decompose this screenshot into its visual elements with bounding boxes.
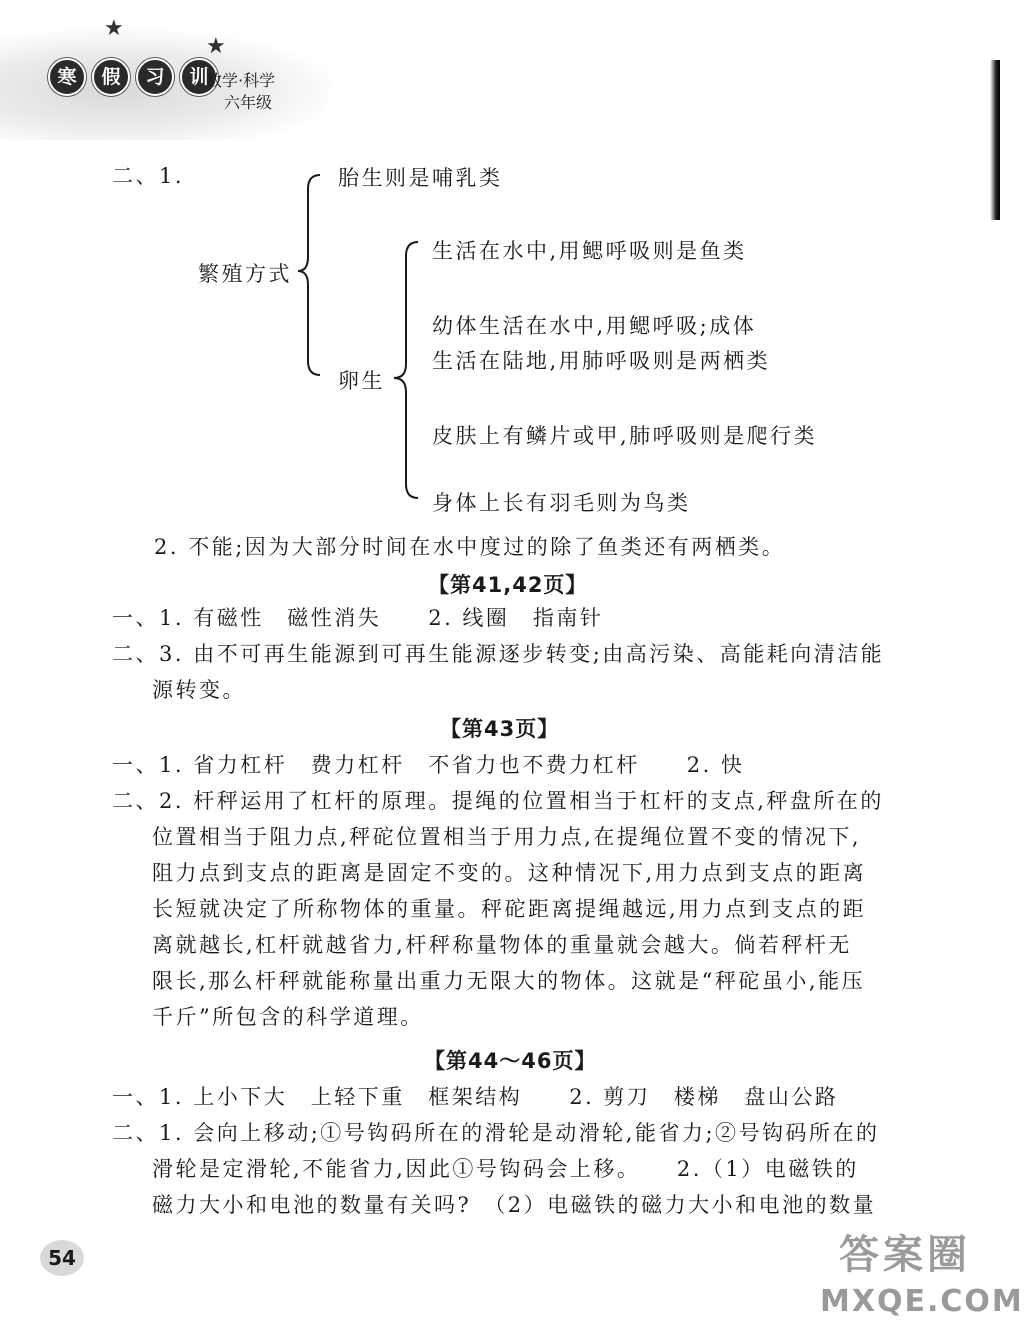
page-edge-bar xyxy=(990,60,1000,220)
section-heading: 【第44～46页】 xyxy=(424,1049,597,1073)
section-label: 二、1. xyxy=(112,164,185,188)
star-icon: ★ xyxy=(206,34,226,59)
answer-line: 二、1. 会向上移动;①号钩码所在的滑轮是动滑轮,能省力;②号钩码所在的 xyxy=(112,1121,880,1145)
book-title-char: 寒 xyxy=(48,58,86,96)
book-title-char: 假 xyxy=(92,58,130,96)
viviparous-label: 胎生则是哺乳类 xyxy=(338,166,503,190)
section-heading: 【第41,42页】 xyxy=(428,573,588,597)
book-title-char: 训 xyxy=(180,58,218,96)
outer-brace xyxy=(296,165,326,385)
tree-root: 繁殖方式 xyxy=(198,262,292,286)
answer-line: 限长,那么杆秤就能称量出重力无限大的物体。这就是“秤砣虽小,能压 xyxy=(152,969,866,993)
oviparous-item: 生活在陆地,用肺呼吸则是两栖类 xyxy=(432,349,771,373)
answer-line: 磁力大小和电池的数量有关吗? （2）电磁铁的磁力大小和电池的数量 xyxy=(152,1193,877,1217)
answer-line: 一、1. 有磁性 磁性消失 2. 线圈 指南针 xyxy=(112,606,604,630)
answer-block xyxy=(112,747,884,1035)
answer-line: 千斤”所包含的科学道理。 xyxy=(152,1005,424,1029)
oviparous-item: 皮肤上有鳞片或甲,肺呼吸则是爬行类 xyxy=(432,424,818,448)
subject-label: 数学·科学 xyxy=(206,71,276,90)
watermark-text: 答案圈 xyxy=(839,1232,971,1278)
answer-line: 二、3. 由不可再生能源到可再生能源逐步转变;由高污染、高能耗向清洁能 xyxy=(112,642,885,666)
answer-line: 滑轮是定滑轮,不能省力,因此①号钩码会上移。 2.（1）电磁铁的 xyxy=(152,1157,859,1181)
answer-line: 二、2. 杆秤运用了杠杆的原理。提绳的位置相当于杠杆的支点,秤盘所在的 xyxy=(112,789,884,813)
watermark-logo xyxy=(820,1225,1024,1330)
answer-line: 离就越长,杠杆就越省力,杆秤称量物体的重量就会越大。倘若秤杆无 xyxy=(152,933,852,957)
answer-line: 源转变。 xyxy=(152,678,246,702)
answer-line: 长短就决定了所称物体的重量。秤砣距离提绳越远,用力点到支点的距 xyxy=(152,897,867,921)
answer-line: 一、1. 省力杠杆 费力杠杆 不省力也不费力杠杆 2. 快 xyxy=(112,753,745,777)
answer-line: 阻力点到支点的距离是固定不变的。这种情况下,用力点到支点的距离 xyxy=(152,861,867,885)
oviparous-item: 身体上长有羽毛则为鸟类 xyxy=(432,491,691,515)
oviparous-item: 生活在水中,用鳃呼吸则是鱼类 xyxy=(432,239,747,263)
answer-block xyxy=(112,600,884,708)
answer-line: 位置相当于阻力点,秤砣位置相当于用力点,在提绳位置不变的情况下, xyxy=(152,825,862,849)
book-title xyxy=(48,58,218,96)
watermark-url: MXQE.COM xyxy=(820,1284,1024,1319)
star-icon: ★ xyxy=(104,16,124,41)
answer-block xyxy=(112,1079,880,1223)
oviparous-label: 卵生 xyxy=(338,369,385,393)
book-title-char: 习 xyxy=(136,58,174,96)
answer-line: 一、1. 上小下大 上轻下重 框架结构 2. 剪刀 楼梯 盘山公路 xyxy=(112,1085,839,1109)
section-heading: 【第43页】 xyxy=(440,717,560,741)
inner-brace xyxy=(390,232,424,510)
page-number: 54 xyxy=(40,1240,84,1276)
answer-line: 2. 不能;因为大部分时间在水中度过的除了鱼类还有两栖类。 xyxy=(154,535,786,559)
grade-label: 六年级 xyxy=(224,93,273,112)
oviparous-item: 幼体生活在水中,用鳃呼吸;成体 xyxy=(432,314,757,338)
